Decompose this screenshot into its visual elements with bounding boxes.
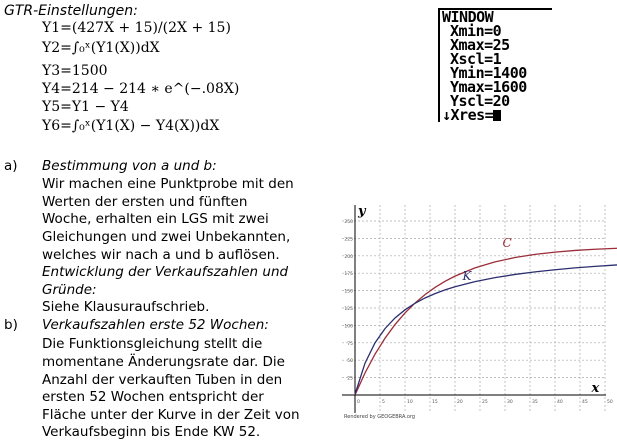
calc-line: Xmax=25 [450,36,510,54]
calc-line: Ymin=1400 [450,64,527,82]
calc-line: Yscl=20 [450,92,510,110]
formula-label: Y3 [42,63,61,79]
x-tick-label: 5 [382,400,385,405]
y-tick-label: 250 [344,220,353,225]
x-tick-label: 10 [407,400,413,405]
gtr-settings-title: GTR-Einstellungen: [4,3,138,19]
section-a-subheading: Gründe: [42,282,97,298]
section-b-heading: Verkaufszahlen erste 52 Wochen: [42,317,269,333]
calc-line: Xmin=0 [450,22,502,40]
x-tick-label: 15 [432,400,438,405]
y-tick-label: 200 [344,254,353,260]
section-a-heading: Bestimmung von a und b: [42,158,217,174]
curve-label-k: K [462,269,472,284]
x-axis-label: x [591,381,600,396]
section-a-line: Werten der ersten und fünften [42,194,248,210]
y-tick-label: 75 [347,341,353,347]
calculator-window-screen [438,8,552,122]
x-tick-label: 45 [582,400,588,405]
section-b-line: Verkaufsbeginn bis Ende KW 52. [42,424,261,440]
formula-expression: =(427X + 15)/(2X + 15) [60,20,231,36]
section-a-line: welches wir nach a und b auflösen. [42,247,280,263]
section-a-note: Siehe Klausuraufschrieb. [42,299,210,315]
section-a-line: Gleichungen und zwei Unbekannten, [42,229,291,245]
calc-line [442,108,552,122]
section-a-label: a) [4,158,18,174]
formula-label: Y1 [42,20,61,36]
formula-y3 [42,63,108,79]
y-tick-label: 100 [344,324,353,330]
calc-heading: WINDOW [442,8,494,26]
formula-expression: =Y1 − Y4 [60,99,129,115]
cursor-block [493,110,501,121]
calc-line: Xscl=1 [450,50,502,68]
formula-label: Y5 [42,99,61,115]
geogebra-watermark: Rendered by GEOGEBRA.org [344,414,416,420]
formula-y4 [42,81,239,97]
x-tick-label: 25 [482,400,488,405]
y-tick-label: 225 [344,237,353,243]
formula-expression: =∫₀ˣ(Y1(X) − Y4(X))dX [60,118,220,134]
formula-y2 [42,40,160,56]
formula-expression: =∫₀ˣ(Y1(X))dX [60,40,160,56]
curve-c [355,248,617,395]
x-tick-label: 30 [507,400,513,405]
y-tick-label: 25 [347,376,353,382]
section-b-line: Fläche unter der Kurve in der Zeit von [42,407,300,423]
function-plot [342,203,613,423]
curve-k [355,264,617,394]
calc-line: Ymax=1600 [450,78,527,96]
section-a-line: Wir machen eine Punktprobe mit den [42,176,294,192]
formula-expression: =1500 [60,63,108,79]
x-tick-label: 35 [532,400,538,405]
formula-label: Y4 [42,81,61,97]
formula-expression: =214 − 214 ∗ e^(−.08X) [60,81,240,97]
formula-y5 [42,99,129,115]
calc-last-line: ↓Xres= [442,106,494,124]
x-tick-label: 20 [457,400,463,405]
section-b-line: Anzahl der verkauften Tuben in den [42,372,283,388]
section-b-label: b) [4,317,18,333]
curve-label-c: C [502,235,512,250]
y-tick-label: 50 [347,359,353,365]
y-tick-label: 150 [344,289,353,295]
y-tick-label: 125 [344,307,353,312]
x-tick-label: 0 [357,400,360,405]
formula-y6 [42,118,219,134]
x-tick-label: 40 [557,400,563,405]
formula-label: Y6 [42,118,61,134]
section-a-subheading: Entwicklung der Verkaufszahlen und [42,264,289,280]
y-axis-label: y [358,204,366,219]
y-tick-label: 175 [344,272,353,278]
formula-label: Y2 [42,40,61,56]
x-tick-label: 50 [607,400,613,405]
section-b-line: momentane Änderungsrate dar. Die [42,354,285,370]
formula-y1 [42,20,231,36]
section-a-line: Woche, erhalten ein LGS mit zwei [42,211,269,227]
section-b-line: Die Funktionsgleichung stellt die [42,336,263,352]
section-b-line: ersten 52 Wochen entspricht der [42,389,264,405]
